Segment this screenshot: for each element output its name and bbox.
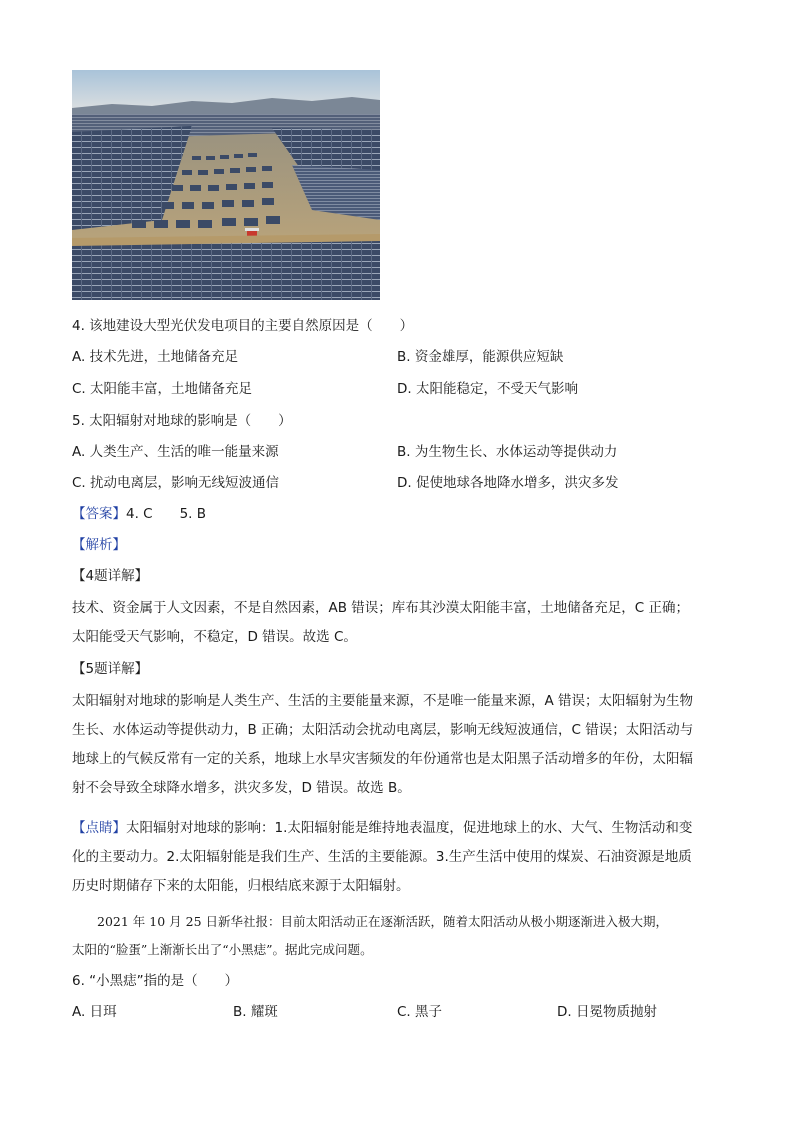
detail5-line: 射不会导致全球降水增多，洪灾多发，D 错误。故选 B。 bbox=[72, 780, 411, 796]
q4-option-c: C. 太阳能丰富，土地储备充足 bbox=[72, 381, 253, 397]
q4-option-d: D. 太阳能稳定，不受天气影响 bbox=[397, 381, 578, 397]
detail4-label: 【4题详解】 bbox=[72, 568, 149, 584]
q6-option-b: B. 耀斑 bbox=[233, 1004, 278, 1020]
detail5-label: 【5题详解】 bbox=[72, 661, 149, 677]
detail5-line: 生长、水体运动等提供动力，B 正确；太阳活动会扰动电离层，影响无线短波通信，C 错误；太阳活动与 bbox=[72, 722, 694, 738]
tip-text: 太阳辐射对地球的影响：1.太阳辐射能是维持地表温度，促进地球上的水、大气、生物活动和变 bbox=[126, 820, 693, 836]
q4-option-b: B. 资金雄厚，能源供应短缺 bbox=[397, 349, 564, 365]
passage-line: 2021 年 10 月 25 日新华社报：目前太阳活动正在逐渐活跃，随着太阳活动从极小期逐渐进入极大期， bbox=[72, 914, 668, 929]
detail5-line: 地球上的气候反常有一定的关系，地球上水旱灾害频发的年份通常也是太阳黑子活动增多的年份，太阳辐 bbox=[72, 751, 693, 767]
answer-label: 【答案】 bbox=[72, 506, 126, 522]
tip-line: 化的主要动力。2.太阳辐射能是我们生产、生活的主要能源。3.生产生活中使用的煤炭、石油资源是地质 bbox=[72, 849, 692, 865]
detail5-body bbox=[72, 687, 722, 803]
answer-line bbox=[72, 504, 206, 524]
detail4-line: 太阳能受天气影响，不稳定，D 错误。故选 C。 bbox=[72, 629, 357, 645]
analysis-label: 【解析】 bbox=[72, 537, 126, 553]
q5-option-d: D. 促使地球各地降水增多，洪灾多发 bbox=[397, 475, 619, 491]
q6-option-c: C. 黑子 bbox=[397, 1004, 443, 1020]
tip-line: 历史时期储存下来的太阳能，归根结底来源于太阳辐射。 bbox=[72, 878, 410, 894]
q6-stem: 6. “小黑痣”指的是（ ） bbox=[72, 973, 239, 989]
detail4-body bbox=[72, 594, 722, 652]
q5-option-b: B. 为生物生长、水体运动等提供动力 bbox=[397, 444, 618, 460]
tip-line bbox=[72, 814, 722, 843]
q4-option-a: A. 技术先进，土地储备充足 bbox=[72, 349, 239, 365]
answer-text: 4. C 5. B bbox=[126, 506, 207, 522]
tip-body bbox=[72, 814, 722, 901]
passage-line: 太阳的“脸蛋”上渐渐长出了“小黑痣”。据此完成问题。 bbox=[72, 942, 373, 957]
solar-farm-photo bbox=[72, 70, 380, 300]
q6-option-a: A. 日珥 bbox=[72, 1004, 117, 1020]
q4-stem: 4. 该地建设大型光伏发电项目的主要自然原因是（ ） bbox=[72, 318, 414, 334]
q6-option-d: D. 日冕物质抛射 bbox=[557, 1004, 657, 1020]
detail5-line: 太阳辐射对地球的影响是人类生产、生活的主要能量来源，不是唯一能量来源，A 错误；太阳辐射为生物 bbox=[72, 693, 694, 709]
q5-option-a: A. 人类生产、生活的唯一能量来源 bbox=[72, 444, 279, 460]
q5-stem: 5. 太阳辐射对地球的影响是（ ） bbox=[72, 413, 292, 429]
q5-option-c: C. 扰动电离层，影响无线短波通信 bbox=[72, 475, 280, 491]
tip-label: 【点睛】 bbox=[72, 820, 126, 836]
detail4-line: 技术、资金属于人文因素，不是自然因素，AB 错误；库布其沙漠太阳能丰富，土地储备充足，C 正确； bbox=[72, 600, 690, 616]
passage bbox=[72, 908, 722, 964]
